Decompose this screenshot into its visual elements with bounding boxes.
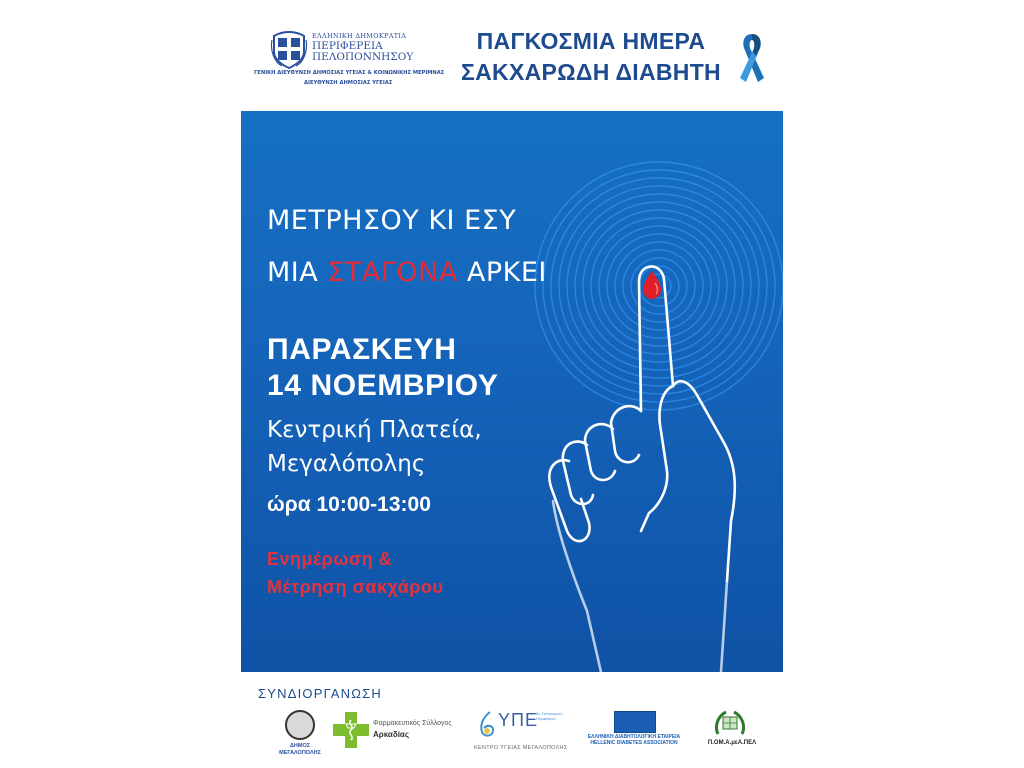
event-title [456, 26, 726, 88]
org-line-republic: ΕΛΛΗΝΙΚΗ ΔΗΜΟΚΡΑΤΙΑ [312, 32, 407, 40]
event-title-line2: ΣΑΚΧΑΡΩΔΗ ΔΙΑΒΗΤΗ [461, 59, 721, 85]
laurel-wreath-icon [714, 710, 746, 738]
pharmacists-association-logo [333, 712, 473, 748]
event-place-line1: Κεντρική Πλατεία, [267, 417, 482, 443]
slogan-post: ΑΡΚΕΙ [457, 257, 547, 288]
region-peloponnese-logo [254, 28, 446, 98]
event-place-line2: Μεγαλόπολης [267, 451, 426, 477]
coat-of-arms-icon [270, 30, 308, 70]
municipality-caption [277, 743, 323, 757]
event-time: ώρα 10:00-13:00 [267, 493, 431, 516]
pharmacists-name: Φαρμακευτικός Σύλλογος [373, 720, 452, 727]
health-region-logo [474, 708, 570, 752]
org-line-directorate: ΔΙΕΥΘΥΝΣΗ ΔΗΜΟΣΙΑΣ ΥΓΕΙΑΣ [304, 80, 393, 86]
poster-panel [241, 111, 783, 672]
org-region-word: ΠΕΡΙΦΕΡΕΙΑ [312, 40, 383, 52]
slogan-highlight: ΣΤΑΓΟΝΑ [327, 257, 458, 288]
poma-association-logo [704, 710, 758, 750]
slogan-pre: ΜΙΑ [267, 257, 328, 288]
pharmacy-cross-icon [333, 712, 369, 748]
bust-icon [285, 710, 315, 740]
coorganization-label: ΣΥΝΔΙΟΡΓΑΝΩΣΗ [258, 686, 382, 701]
health-center-caption: ΚΕΝΤΡΟ ΥΓΕΙΑΣ ΜΕΓΑΛΟΠΟΛΗΣ [474, 745, 568, 751]
org-line-directorate-general: ΓΕΝΙΚΗ ΔΙΕΥΘΥΝΣΗ ΔΗΜΟΣΙΑΣ ΥΓΕΙΑΣ & ΚΟΙΝΩΝΙΚΗΣ ΜΕΡΙΜΝΑΣ [254, 70, 445, 76]
health-region-subtitle: 6η Υγειονομική Περιφέρεια [536, 712, 563, 721]
org-region-name: ΠΕΛΟΠΟΝΝΗΣΟΥ [312, 51, 414, 63]
awareness-ribbon-icon [736, 30, 768, 88]
hellenic-diabetes-association-logo [584, 711, 681, 747]
event-day: ΠΑΡΑΣΚΕΥΗ [267, 333, 457, 366]
org-line-region [312, 41, 413, 63]
municipality-caption-line1: ΔΗΜΟΣ [289, 743, 311, 749]
poma-caption: Π.ΟΜ.Α.μεΑ.ΠΕΛ [707, 740, 757, 746]
event-date: 14 ΝΟΕΜΒΡΙΟΥ [267, 369, 499, 402]
hda-name-english: HELLENIC DIABETES ASSOCIATION [590, 740, 678, 746]
six-swirl-icon [478, 710, 496, 738]
event-info-line1: Ενημέρωση & [267, 549, 393, 569]
hda-emblem-icon [614, 711, 656, 733]
event-title-line1: ΠΑΓΚΟΣΜΙΑ ΗΜΕΡΑ [476, 28, 706, 54]
health-region-acronym: ΥΠΕ [498, 710, 539, 730]
municipality-caption-line2: ΜΕΓΑΛΟΠΟΛΗΣ [279, 750, 321, 756]
municipality-megalopoli-logo [277, 710, 323, 757]
slogan-line1: ΜΕΤΡΗΣΟΥ ΚΙ ΕΣΥ [267, 205, 517, 236]
event-info-line2: Μέτρηση σακχάρου [267, 577, 444, 597]
pharmacists-region: Αρκαδίας [373, 730, 409, 739]
hda-name-greek: ΕΛΛΗΝΙΚΗ ΔΙΑΒΗΤΟΛΟΓΙΚΗ ΕΤΑΙΡΕΙΑ [587, 734, 681, 740]
slogan-line2 [267, 257, 547, 288]
